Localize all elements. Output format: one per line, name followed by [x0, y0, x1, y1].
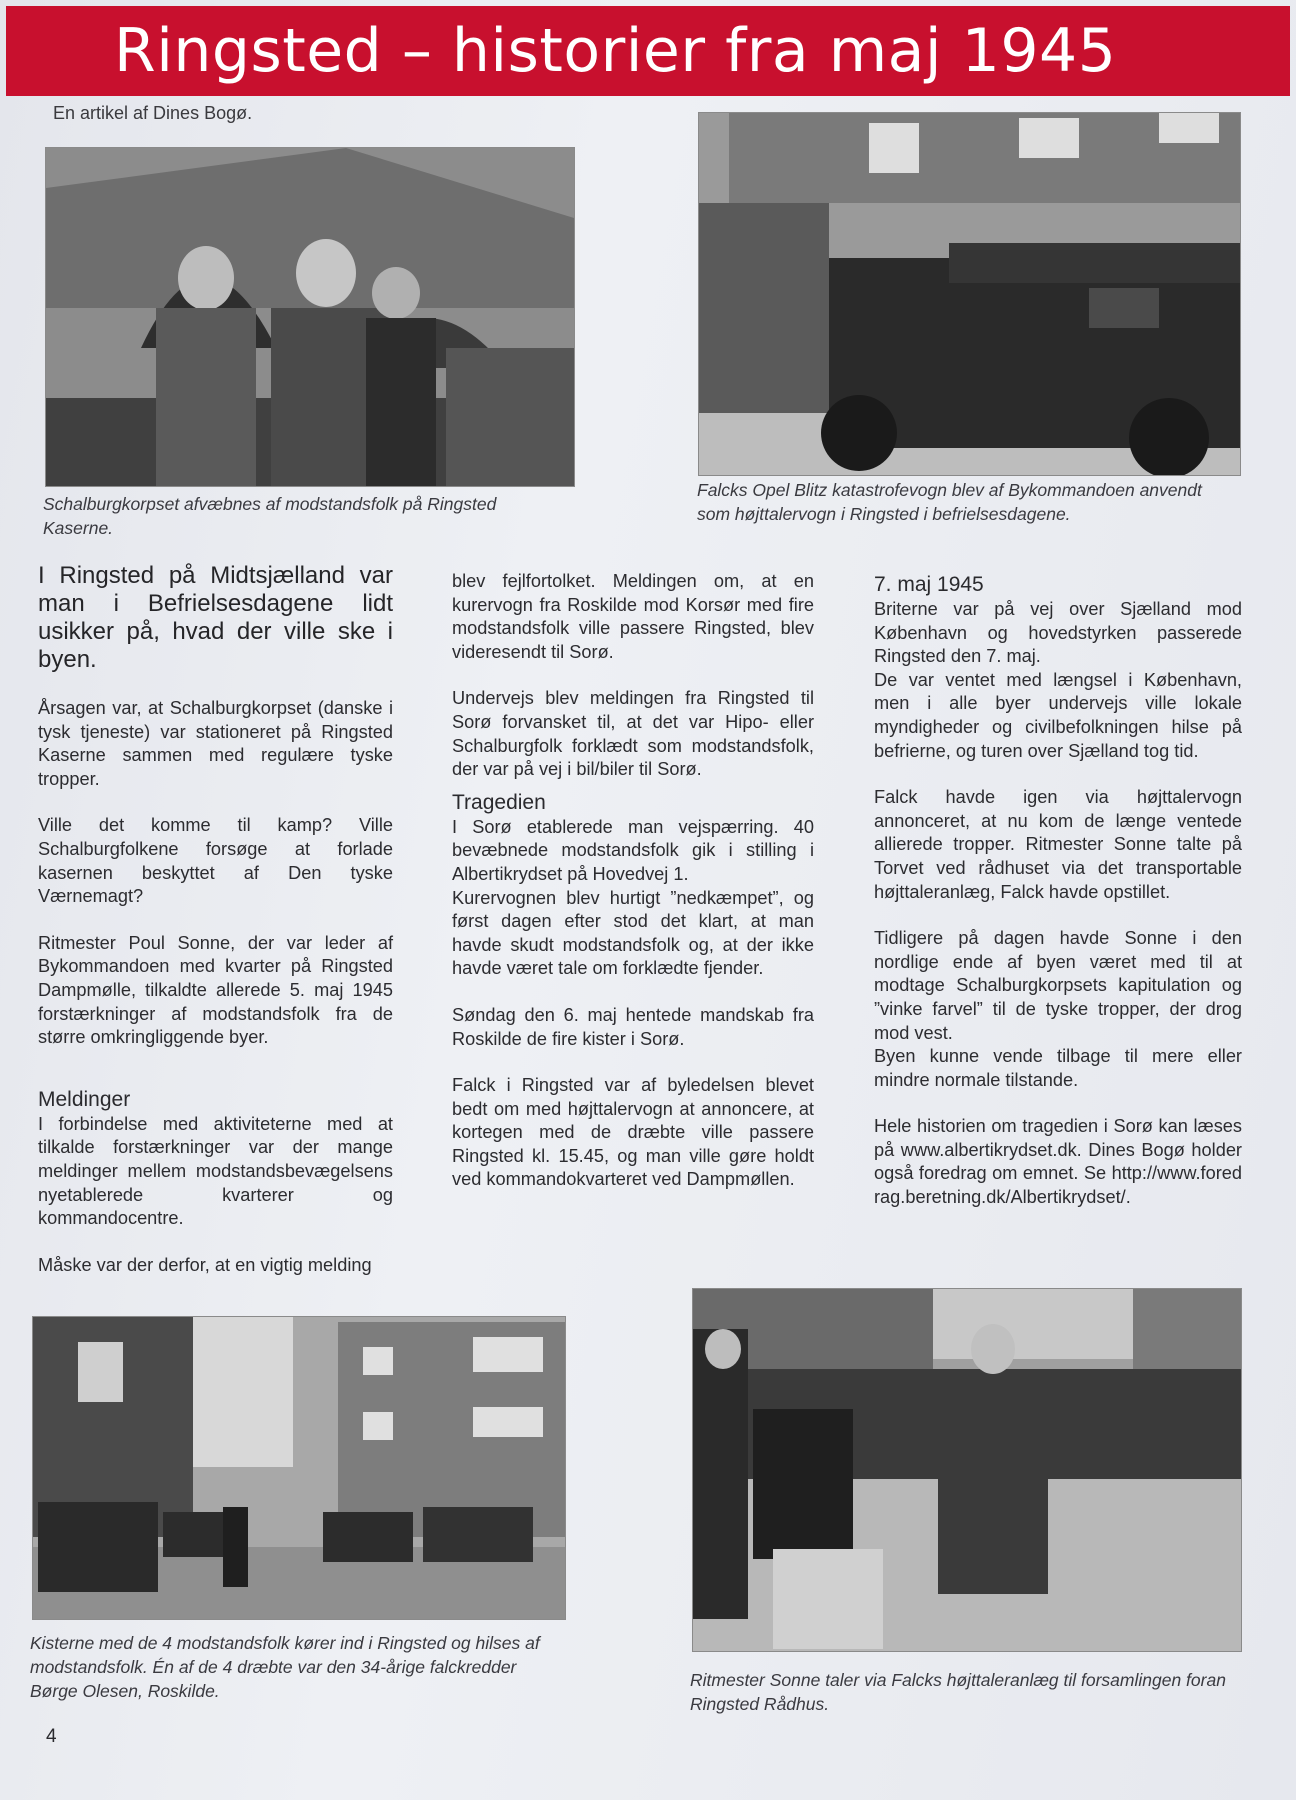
caption-bottom-left: Kisterne med de 4 modstandsfolk kører ind i Ringsted og hilses af modstandsfolk. Én af de 4 dræbte var den 34-årige falckredder Børge Olesen, Roskilde.	[30, 1633, 540, 1701]
paragraph: De var ventet med længsel i København, men i alle byer undervejs ville lokale myndigheder og civilbefolkningen hilse på befrierne, og turen over Sjælland tog tid.	[874, 669, 1242, 761]
subheading-7-maj-1945: 7. maj 1945	[874, 573, 984, 596]
article-column-1	[38, 562, 393, 1277]
paragraph: Byen kunne vende tilbage til mere eller mindre normale tilstande.	[874, 1046, 1242, 1090]
subheading-tragedien: Tragedien	[452, 790, 546, 814]
paragraph: Søndag den 6. maj hentede mandskab fra Roskilde de fire kister i Sorø.	[452, 1004, 814, 1049]
paragraph: Ritmester Poul Sonne, der var leder af Bykommandoen med kvarter på Ringsted Dampmølle, tilkaldte allerede 5. maj 1945 forstærkninger af modstandsfolk fra de større omkringliggende byer.	[38, 932, 393, 1048]
byline: En artikel af Dines Bogø.	[53, 103, 253, 123]
intro-paragraph: I Ringsted på Midtsjælland var man i Befrielsesdagene lidt usikker på, hvad der ville ske i byen.	[38, 562, 393, 673]
article-column-2	[452, 570, 814, 1192]
paragraph: Ville det komme til kamp? Ville Schalburgfolkene forsøge at forlade kasernen beskyttet af Den tyske Værnemagt?	[38, 815, 393, 907]
paragraph: blev fejlfortolket. Meldingen om, at en kurervogn fra Roskilde mod Korsør med fire modstandsfolk ville passere Ringsted, blev videresendt til Sorø.	[452, 571, 814, 662]
subheading-meldinger: Meldinger	[38, 1087, 131, 1111]
page-number: 4	[46, 1726, 57, 1747]
paragraph: Falck havde igen via højttalervogn annonceret, at nu kom de længe ventede allierede tropper. Ritmester Sonne talte på Torvet ved rådhuset via det transportable højttaleranlæg, Falck havde opstillet.	[874, 787, 1242, 902]
paragraph: Hele historien om tragedien i Sorø kan læses på www.albertikrydset.dk. Dines Bogø holder også foredrag om emnet. Se http://www.foredrag.beretning.dk/Albertikrydset/.	[874, 1116, 1242, 1208]
paragraph: Undervejs blev meldingen fra Ringsted til Sorø forvansket til, at det var Hipo- eller Schalburgfolk forklædt som modstandsfolk, der var på vej i bil/biler til Sorø.	[452, 688, 814, 780]
page-title: Ringsted – historier fra maj 1945	[114, 16, 1117, 86]
paragraph: I forbindelse med aktiviteterne med at tilkalde forstærkninger var der mange meldinger mellem modstandsbevægelsens nyetablerede kvarterer og kommandocentre.	[38, 1113, 393, 1229]
paragraph: Måske var der derfor, at en vigtig melding	[38, 1254, 372, 1275]
article-column-3	[874, 572, 1242, 1210]
paragraph: Tidligere på dagen havde Sonne i den nordlige ende af byen været med til at modtage Schalburgkorpsets kapitulation og ”vinke farvel” til de tyske tropper, der drog mod vest.	[874, 928, 1242, 1043]
paragraph: Kurervognen blev hurtigt ”nedkæmpet”, og først dagen efter stod det klart, at man havde skudt modstandsfolk og, at der ikke havde været tale om forklædte fjender.	[452, 887, 814, 979]
photo-coffins-procession	[33, 1317, 565, 1619]
title-banner	[6, 6, 1290, 96]
paragraph: I Sorø etablerede man vejspærring. 40 bevæbnede modstandsfolk gik i stilling i Albertikrydset på Hovedvej 1.	[452, 816, 814, 884]
paragraph: Briterne var på vej over Sjælland mod København og hovedstyrken passerede Ringsted den 7. maj.	[874, 599, 1242, 667]
caption-top-left: Schalburgkorpset afvæbnes af modstandsfolk på Ringsted Kaserne.	[43, 494, 497, 538]
photo-falck-opel-blitz	[699, 113, 1240, 475]
photo-disarming-schalburgkorpset	[46, 148, 574, 486]
caption-top-right: Falcks Opel Blitz katastrofevogn blev af Bykommandoen anvendt som højttalervogn i Ringsted i befrielsesdagene.	[697, 480, 1202, 524]
photo-sonne-speech	[693, 1289, 1241, 1651]
paragraph: Årsagen var, at Schalburgkorpset (danske i tysk tjeneste) var stationeret på Ringsted Kaserne sammen med regulære tyske tropper.	[38, 698, 393, 789]
caption-bottom-right: Ritmester Sonne taler via Falcks højttaleranlæg til forsamlingen foran Ringsted Rådhus.	[690, 1670, 1226, 1714]
paragraph: Falck i Ringsted var af byledelsen blevet bedt om med højttalervogn at annoncere, at kortegen med de dræbte ville passere Ringsted kl. 15.45, og man ville gøre holdt ved kommandokvarteret ved Dampmøllen.	[452, 1075, 814, 1190]
